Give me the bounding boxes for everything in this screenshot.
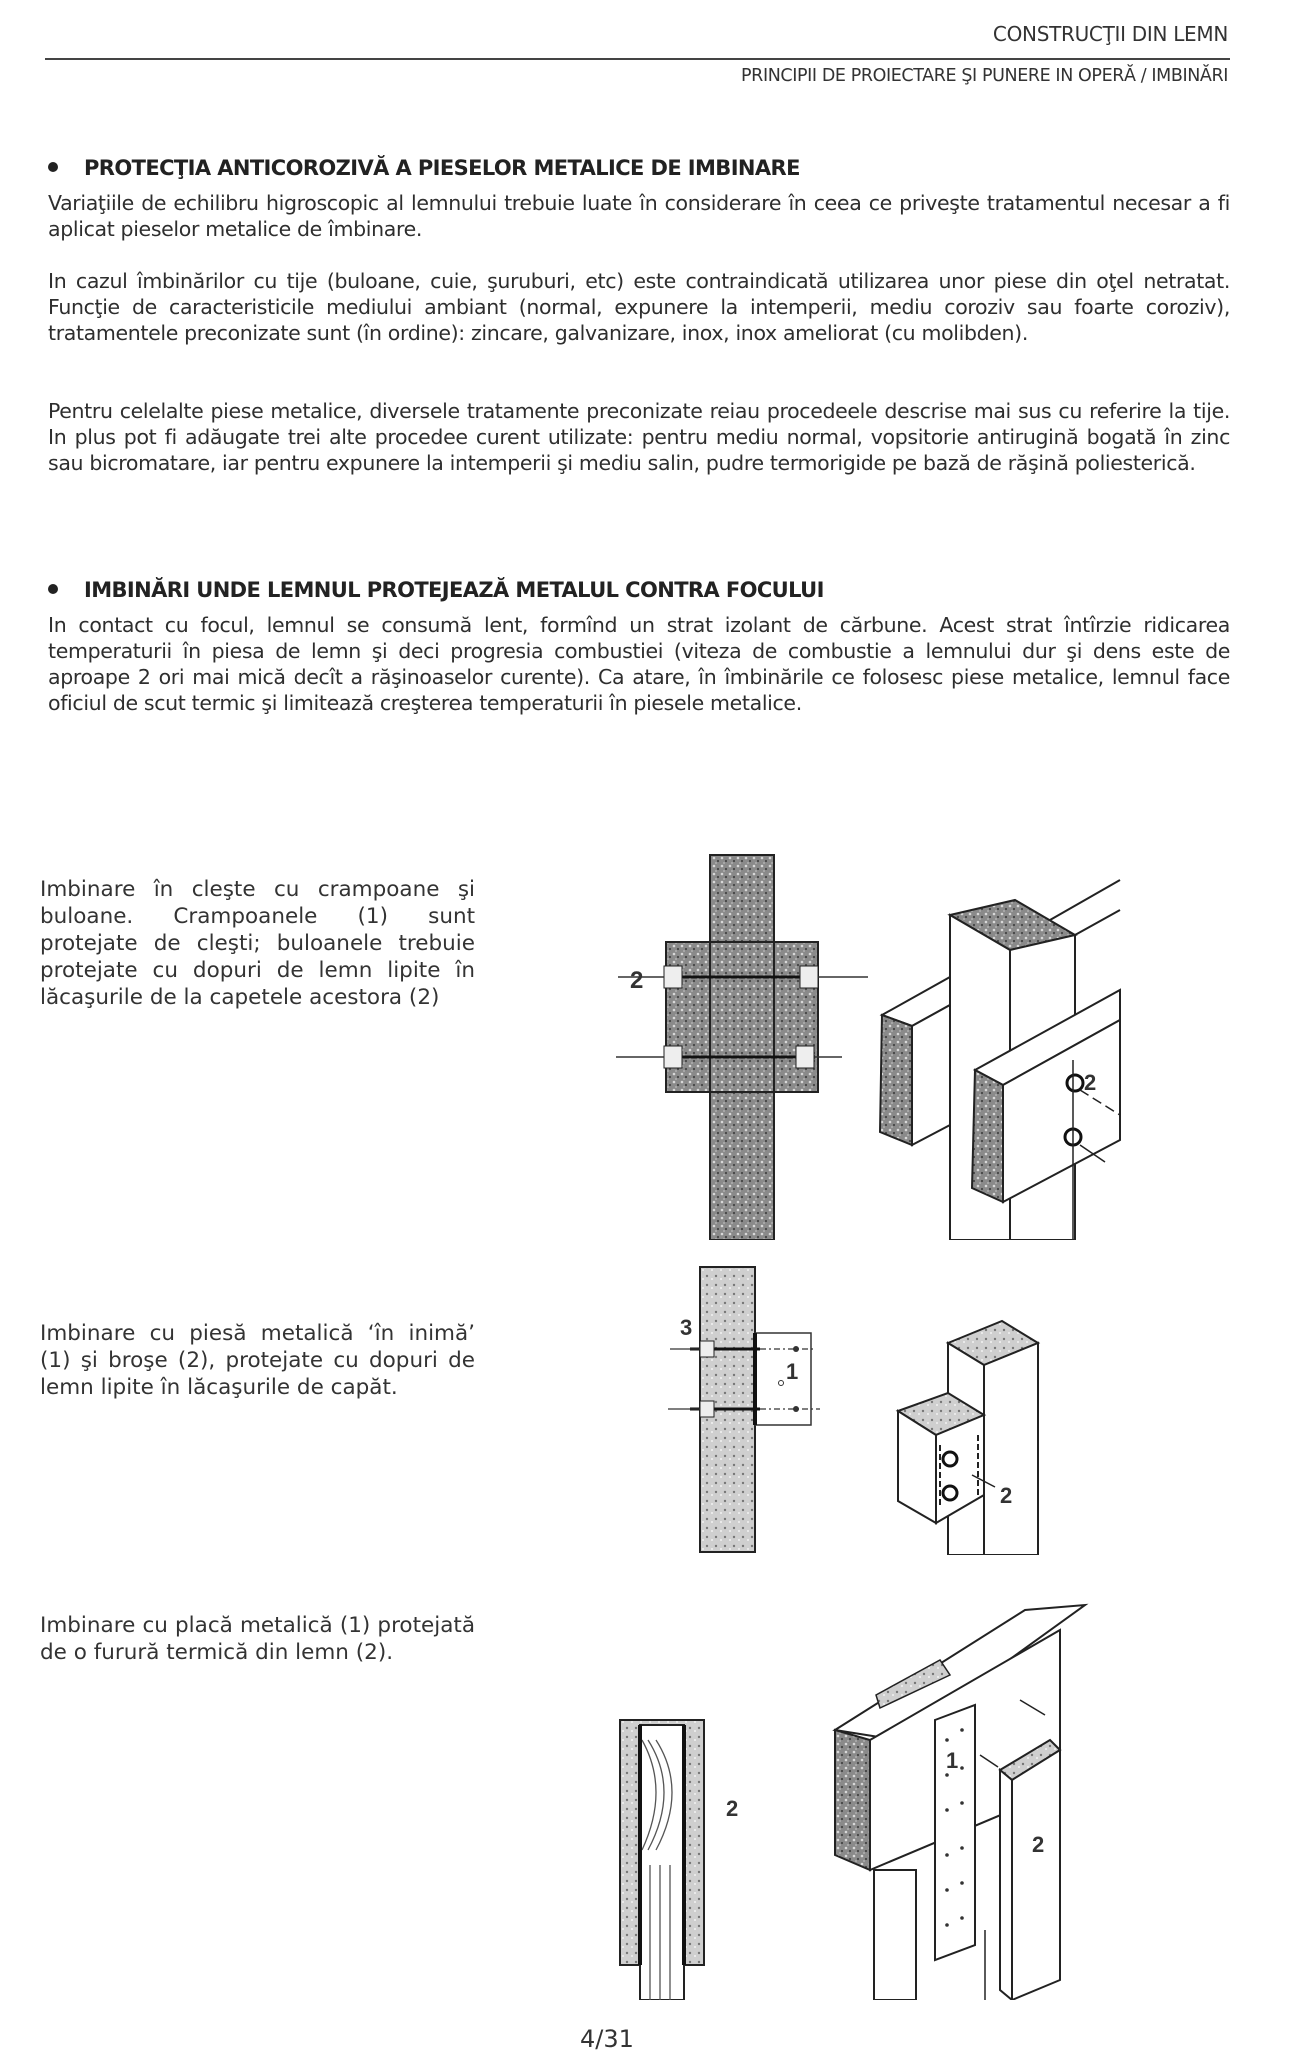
header-rule	[45, 58, 1230, 60]
steel-plate	[755, 1333, 811, 1425]
post-iso	[984, 1343, 1038, 1555]
page-number: 4/31	[580, 2025, 634, 2053]
section-heading-text: IMBINĂRI UNDE LEMNUL PROTEJEAZĂ METALUL CONTRA FOCULUI	[84, 578, 824, 602]
figure-label: 2	[630, 967, 644, 994]
bullet-icon	[48, 162, 58, 172]
figure-caption-1: Imbinare în cleşte cu crampoane şi buloane. Crampoanele (1) sunt protejate de cleşti; buloanele trebuie protejate cu dopuri de lemn lipite în lăcaşurile de la capetele acestora (2)	[40, 877, 475, 1010]
figure-caption-3: Imbinare cu placă metalică (1) protejată de o furură termică din lemn (2).	[40, 1613, 475, 1665]
figure-label: 2	[1032, 1832, 1045, 1857]
figure-label: 2	[1084, 1070, 1097, 1095]
bullet-icon	[48, 584, 58, 594]
bolt-plug	[1067, 1075, 1083, 1091]
beam-end	[835, 1730, 870, 1870]
lining-board	[1012, 1750, 1060, 2000]
beam-section	[640, 1725, 684, 2000]
figure-label: 3	[680, 1315, 693, 1340]
section-heading-corrosion	[48, 156, 800, 180]
figure-caption-2: Imbinare cu piesă metalică ‘în inimă’ (1) şi broşe (2), protejate cu dopuri de lemn lipite în lăcaşurile de capăt.	[40, 1321, 475, 1400]
clamp-board-front	[972, 1070, 1003, 1202]
figure-label: 1	[786, 1359, 799, 1384]
clamp-board-back	[880, 1015, 912, 1145]
section-heading-fire	[48, 578, 824, 602]
paragraph: Variaţiile de echilibru higroscopic al lemnului trebuie luate în considerare în ceea ce priveşte tratamentul necesar a fi aplicat pieselor metalice de îmbinare.	[48, 191, 1230, 241]
figure-label: 1	[946, 1748, 959, 1773]
pin-plug	[943, 1486, 957, 1500]
figure-1-clamp-joint	[600, 840, 1140, 1240]
section-heading-text: PROTECŢIA ANTICOROZIVĂ A PIESELOR METALICE DE IMBINARE	[84, 156, 800, 180]
running-header-title: CONSTRUCŢII DIN LEMN	[992, 22, 1228, 46]
pin-plug	[943, 1452, 957, 1466]
figure-3-plate-with-lining	[580, 1590, 1140, 2000]
figure-2-core-plate-joint	[660, 1255, 1100, 1555]
metal-plate	[935, 1705, 975, 1960]
paragraph: Pentru celelalte piese metalice, diversele tratamente preconizate reiau procedeele descrise mai sus cu referire la tije. In plus pot fi adăugate trei alte procedee curent utilizate: pentru mediu normal, vopsitorie antirugină bogată în zinc sau bicromatare, iar pentru expunere la intemperii şi mediu salin, pudre termorigide pe bază de răşină poliesterică.	[48, 399, 1230, 475]
paragraph: In contact cu focul, lemnul se consumă lent, formînd un strat izolant de cărbune. Acest strat întîrzie ridicarea temperaturii în piesa de lemn şi deci progresia combustiei (viteza de combustie a lemnului dur şi dens este de aproape 2 ori mai mică decît a răşinoaselor curente). Ca atare, în îmbinările ce folosesc piese metalice, lemnul face oficiul de scut termic şi limitează creşterea temperaturii în piesele metalice.	[48, 613, 1230, 715]
paragraph: In cazul îmbinărilor cu tije (buloane, cuie, şuruburi, etc) este contraindicată utilizarea unor piese din oţel netratat. Funcţie de caracteristicile mediului ambiant (normal, expunere la intemperii, mediu coroziv sau foarte coroziv), tratamentele preconizate sunt (în ordine): zincare, galvanizare, inox, inox ameliorat (cu molibden).	[48, 269, 1230, 345]
figure-label: 2	[726, 1796, 739, 1821]
running-header-subtitle: PRINCIPII DE PROIECTARE ŞI PUNERE IN OPERĂ / IMBINĂRI	[741, 66, 1228, 86]
figure-label: 2	[1000, 1483, 1013, 1508]
